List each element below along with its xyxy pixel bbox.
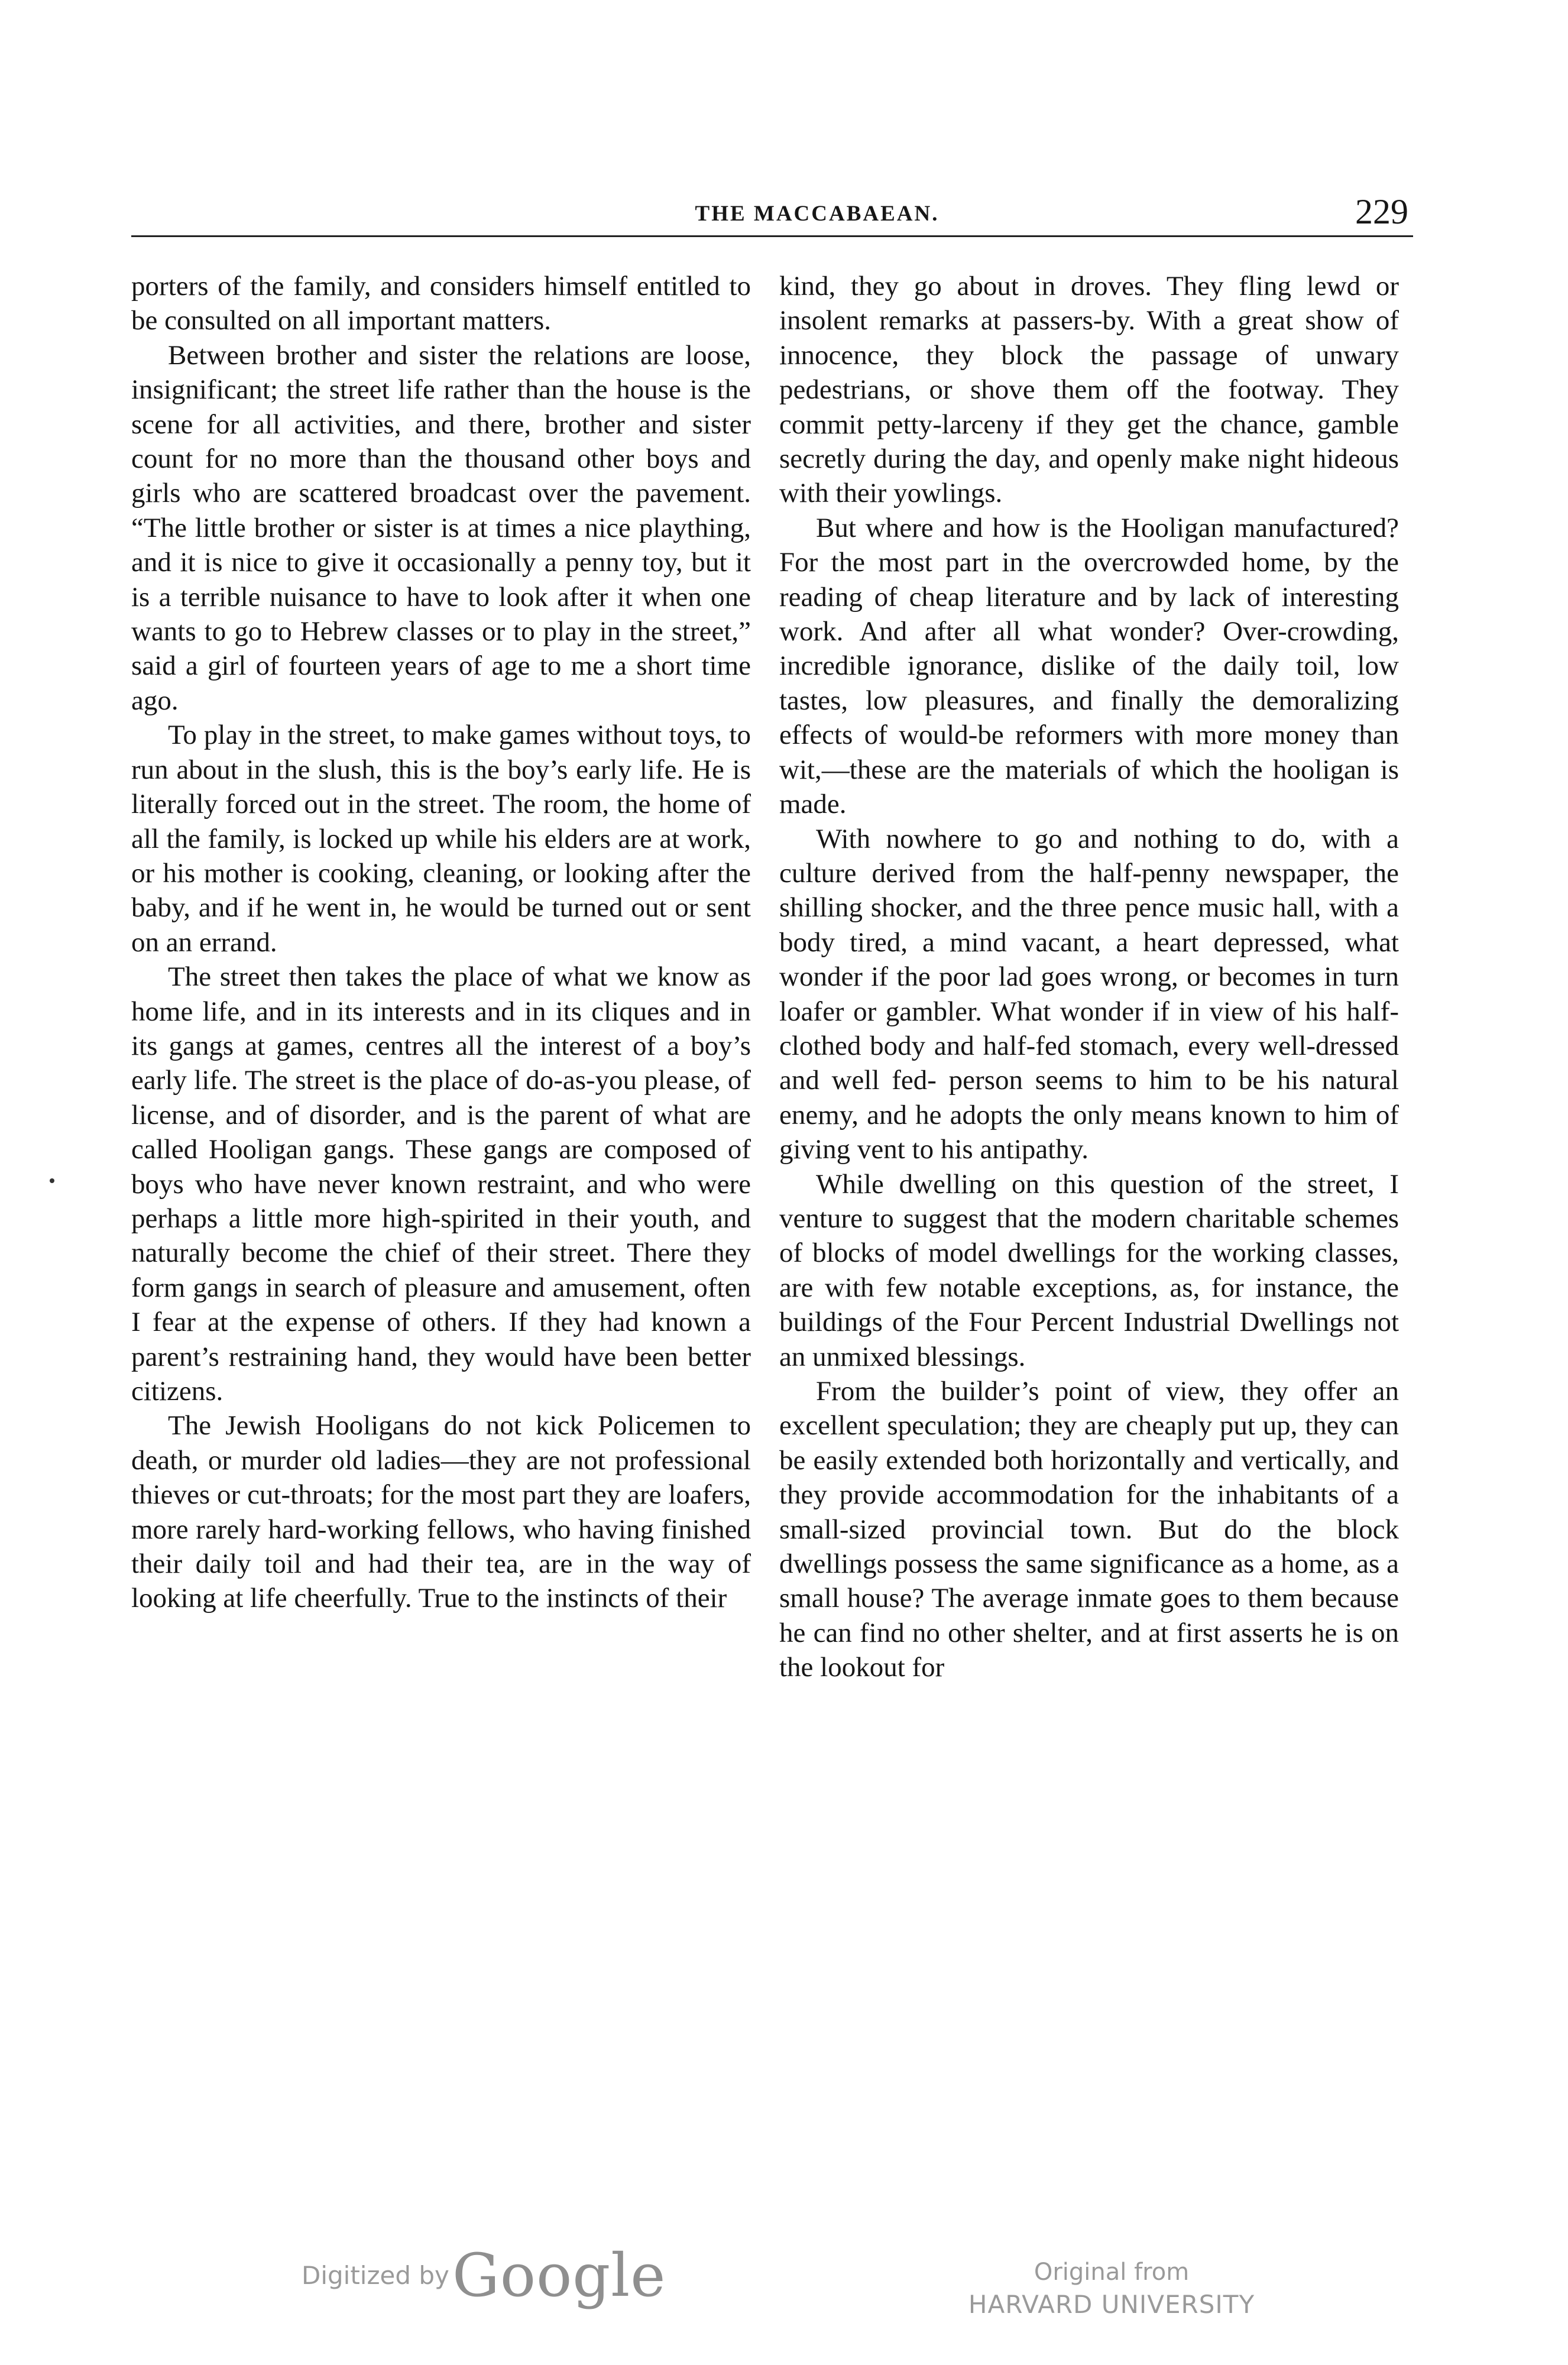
- paragraph: Between brother and sister the relations are loose, insignificant; the street life rather than the house is the scene for all activities, and there, brother and sister count for no more than the thousand other boys and girls who are scattered broadcast over the pavement. “The little brother or sister is at times a nice plaything, and it is nice to give it occasionally a penny toy, but it is a terrible nuisance to have to look after it when one wants to go to Hebrew classes or to play in the street,” said a girl of fourteen years of age to me a short time ago.: [131, 339, 751, 716]
- paragraph: While dwelling on this question of the street, I venture to suggest that the modern charitable schemes of blocks of model dwellings for the working classes, are with few notable exceptions, as, for instance, the buildings of the Four Percent Industrial Dwellings not an unmixed blessings.: [779, 1168, 1399, 1372]
- margin-speck: [50, 1178, 54, 1183]
- original-from-label: Original from: [1034, 2259, 1190, 2286]
- page-header: [131, 192, 1413, 238]
- digitized-by-label: Digitized by: [302, 2261, 449, 2290]
- digitized-by-watermark: [302, 2241, 666, 2310]
- paragraph: But where and how is the Hooligan manufactured? For the most part in the overcrowded home, by the reading of cheap literature and by lack of interesting work. And after all what wonder? Over-crowding, incredible ignorance, dislike of the daily toil, low tastes, low pleasures, and finally the demoralizing effects of would-be reformers with more money than wit,—these are the materials of which the hooligan is made.: [779, 512, 1399, 820]
- google-logo: Google: [452, 2241, 666, 2310]
- source-attribution: [946, 2256, 1277, 2321]
- right-column: [779, 269, 1399, 1685]
- paragraph: porters of the family, and considers himself entitled to be consulted on all important matters.: [131, 271, 751, 336]
- running-title: THE MACCABAEAN.: [695, 202, 939, 226]
- paragraph: The Jewish Hooligans do not kick Policemen to death, or murder old ladies—they are not professional thieves or cut-throats; for the most part they are loafers, more rarely hard-working fellows, who having finished their daily toil and had their tea, are in the way of looking at life cheerfully. True to the instincts of their: [131, 1410, 751, 1614]
- paragraph: To play in the street, to make games without toys, to run about in the slush, this is the boy’s early life. He is literally forced out in the street. The room, the home of all the family, is locked up while his elders are at work, or his mother is cooking, cleaning, or looking after the baby, and if he went in, he would be turned out or sent on an errand.: [131, 720, 751, 958]
- left-column: [131, 269, 751, 1616]
- paragraph: kind, they go about in droves. They fling lewd or insolent remarks at passers-by. With a great show of innocence, they block the passage of unwary pedestrians, or shove them off the footway. They commit petty-larceny if they get the chance, gamble secretly during the day, and openly make night hideous with their yowlings.: [779, 271, 1399, 509]
- page-number: 229: [1355, 192, 1408, 231]
- paragraph: From the builder’s point of view, they offer an excellent speculation; they are cheaply put up, they can be easily extended both horizontally and vertically, and they provide accommodation for the inhabitants of a small-sized provincial town. But do the block dwellings possess the same significance as a home, as a small house? The average inmate goes to them because he can find no other shelter, and at first asserts he is on the lookout for: [779, 1376, 1399, 1683]
- header-rule: [131, 235, 1413, 237]
- paragraph: The street then takes the place of what we know as home life, and in its interests and in its cliques and in its gangs at games, centres all the interest of a boy’s early life. The street is the place of do-as-you please, of license, and of disorder, and is the parent of what are called Hooligan gangs. These gangs are composed of boys who have never known restraint, and who were perhaps a little more high-spirited in their youth, and naturally become the chief of their street. There they form gangs in search of pleasure and amusement, often I fear at the expense of others. If they had known a parent’s restraining hand, they would have been better citizens.: [131, 961, 751, 1407]
- institution-label: HARVARD UNIVERSITY: [968, 2290, 1255, 2319]
- paragraph: With nowhere to go and nothing to do, with a culture derived from the half-penny newspaper, the shilling shocker, and the three pence music hall, with a body tired, a mind vacant, a heart depressed, what wonder if the poor lad goes wrong, or becomes in turn loafer or gambler. What wonder if in view of his half-clothed body and half-fed stomach, every well-dressed and well fed- person seems to him to be his natural enemy, and he adopts the only means known to him of giving vent to his antipathy.: [779, 823, 1399, 1165]
